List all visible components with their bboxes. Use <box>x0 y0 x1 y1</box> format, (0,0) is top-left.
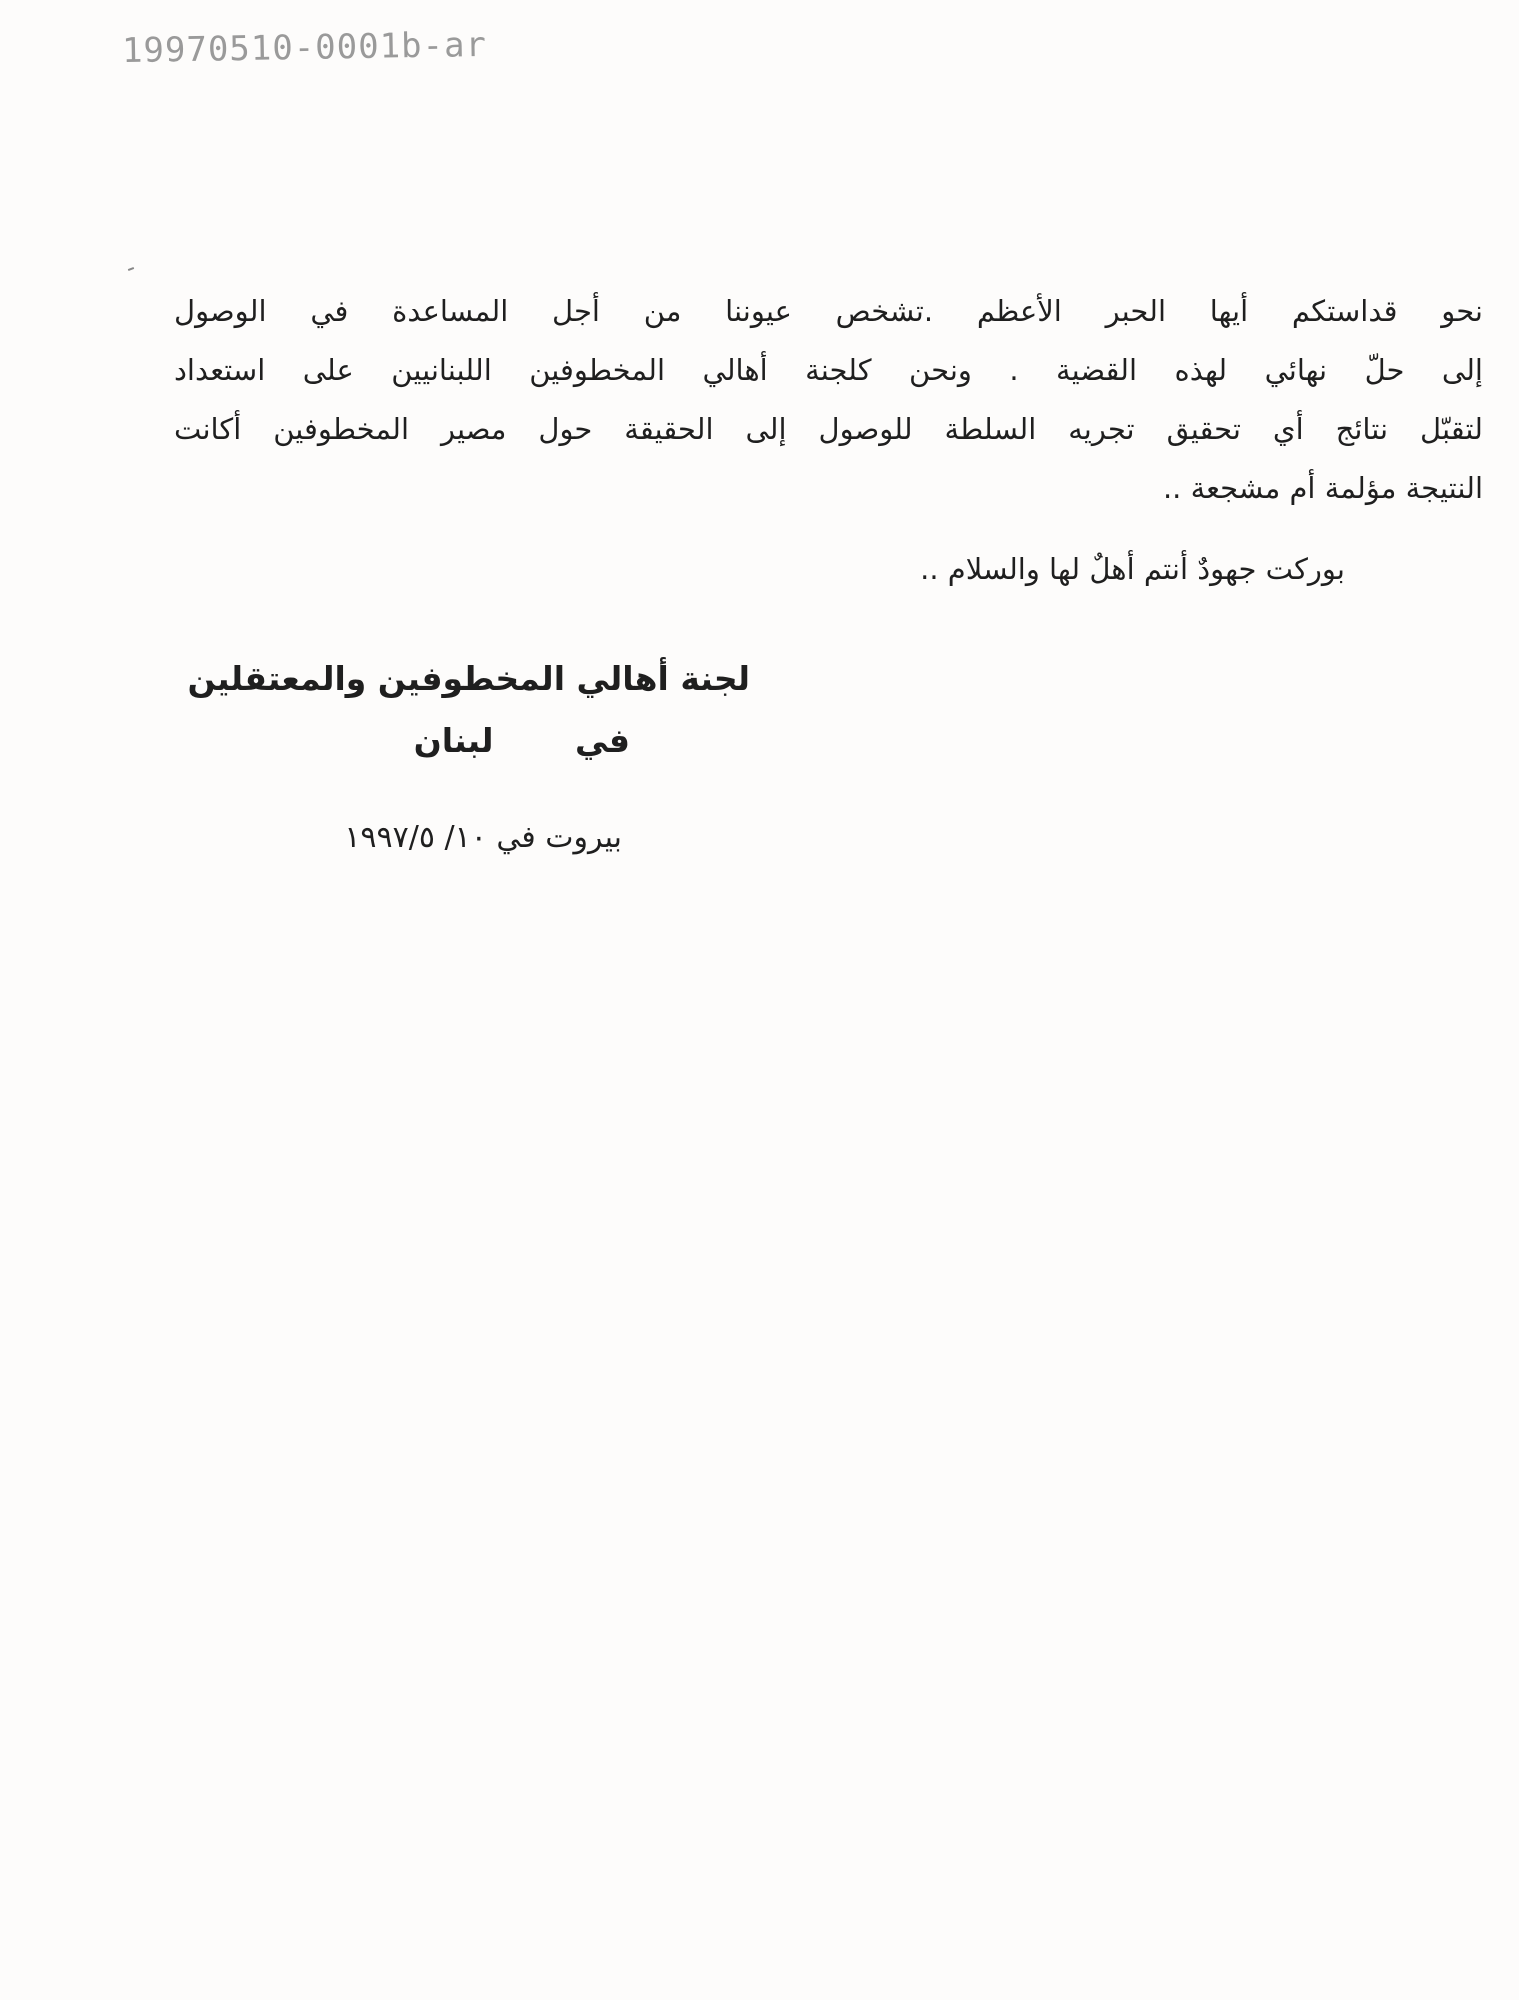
body-line-4: النتيجة مؤلمة أم مشجعة .. <box>1162 471 1483 505</box>
scan-speck <box>128 267 134 271</box>
body-line-3: لتقبّل نتائج أي تحقيق تجريه السلطة للوصول إلى الحقيقة حول مصير المخطوفين أكانت <box>174 412 1483 446</box>
body-line-1: نحو قداستكم أيها الحبر الأعظم .تشخص عيوننا من أجل المساعدة في الوصول <box>174 294 1483 328</box>
closing-salutation: بوركت جهودٌ أنتم أهلٌ لها والسلام .. <box>920 552 1345 586</box>
signature-committee-name: لجنة أهالي المخطوفين والمعتقلين <box>187 659 750 698</box>
signature-block <box>187 648 750 772</box>
letter-body <box>174 282 1483 518</box>
place-and-date: بيروت في ١٠/ ١٩٩٧/٥ <box>344 820 622 855</box>
body-line-2: إلى حلّ نهائي لهذه القضية . ونحن كلجنة أهالي المخطوفين اللبنانيين على استعداد <box>174 353 1483 387</box>
archive-reference-number: 19970510-0001b-ar <box>121 24 488 72</box>
signature-country: في لبنان <box>413 721 630 760</box>
